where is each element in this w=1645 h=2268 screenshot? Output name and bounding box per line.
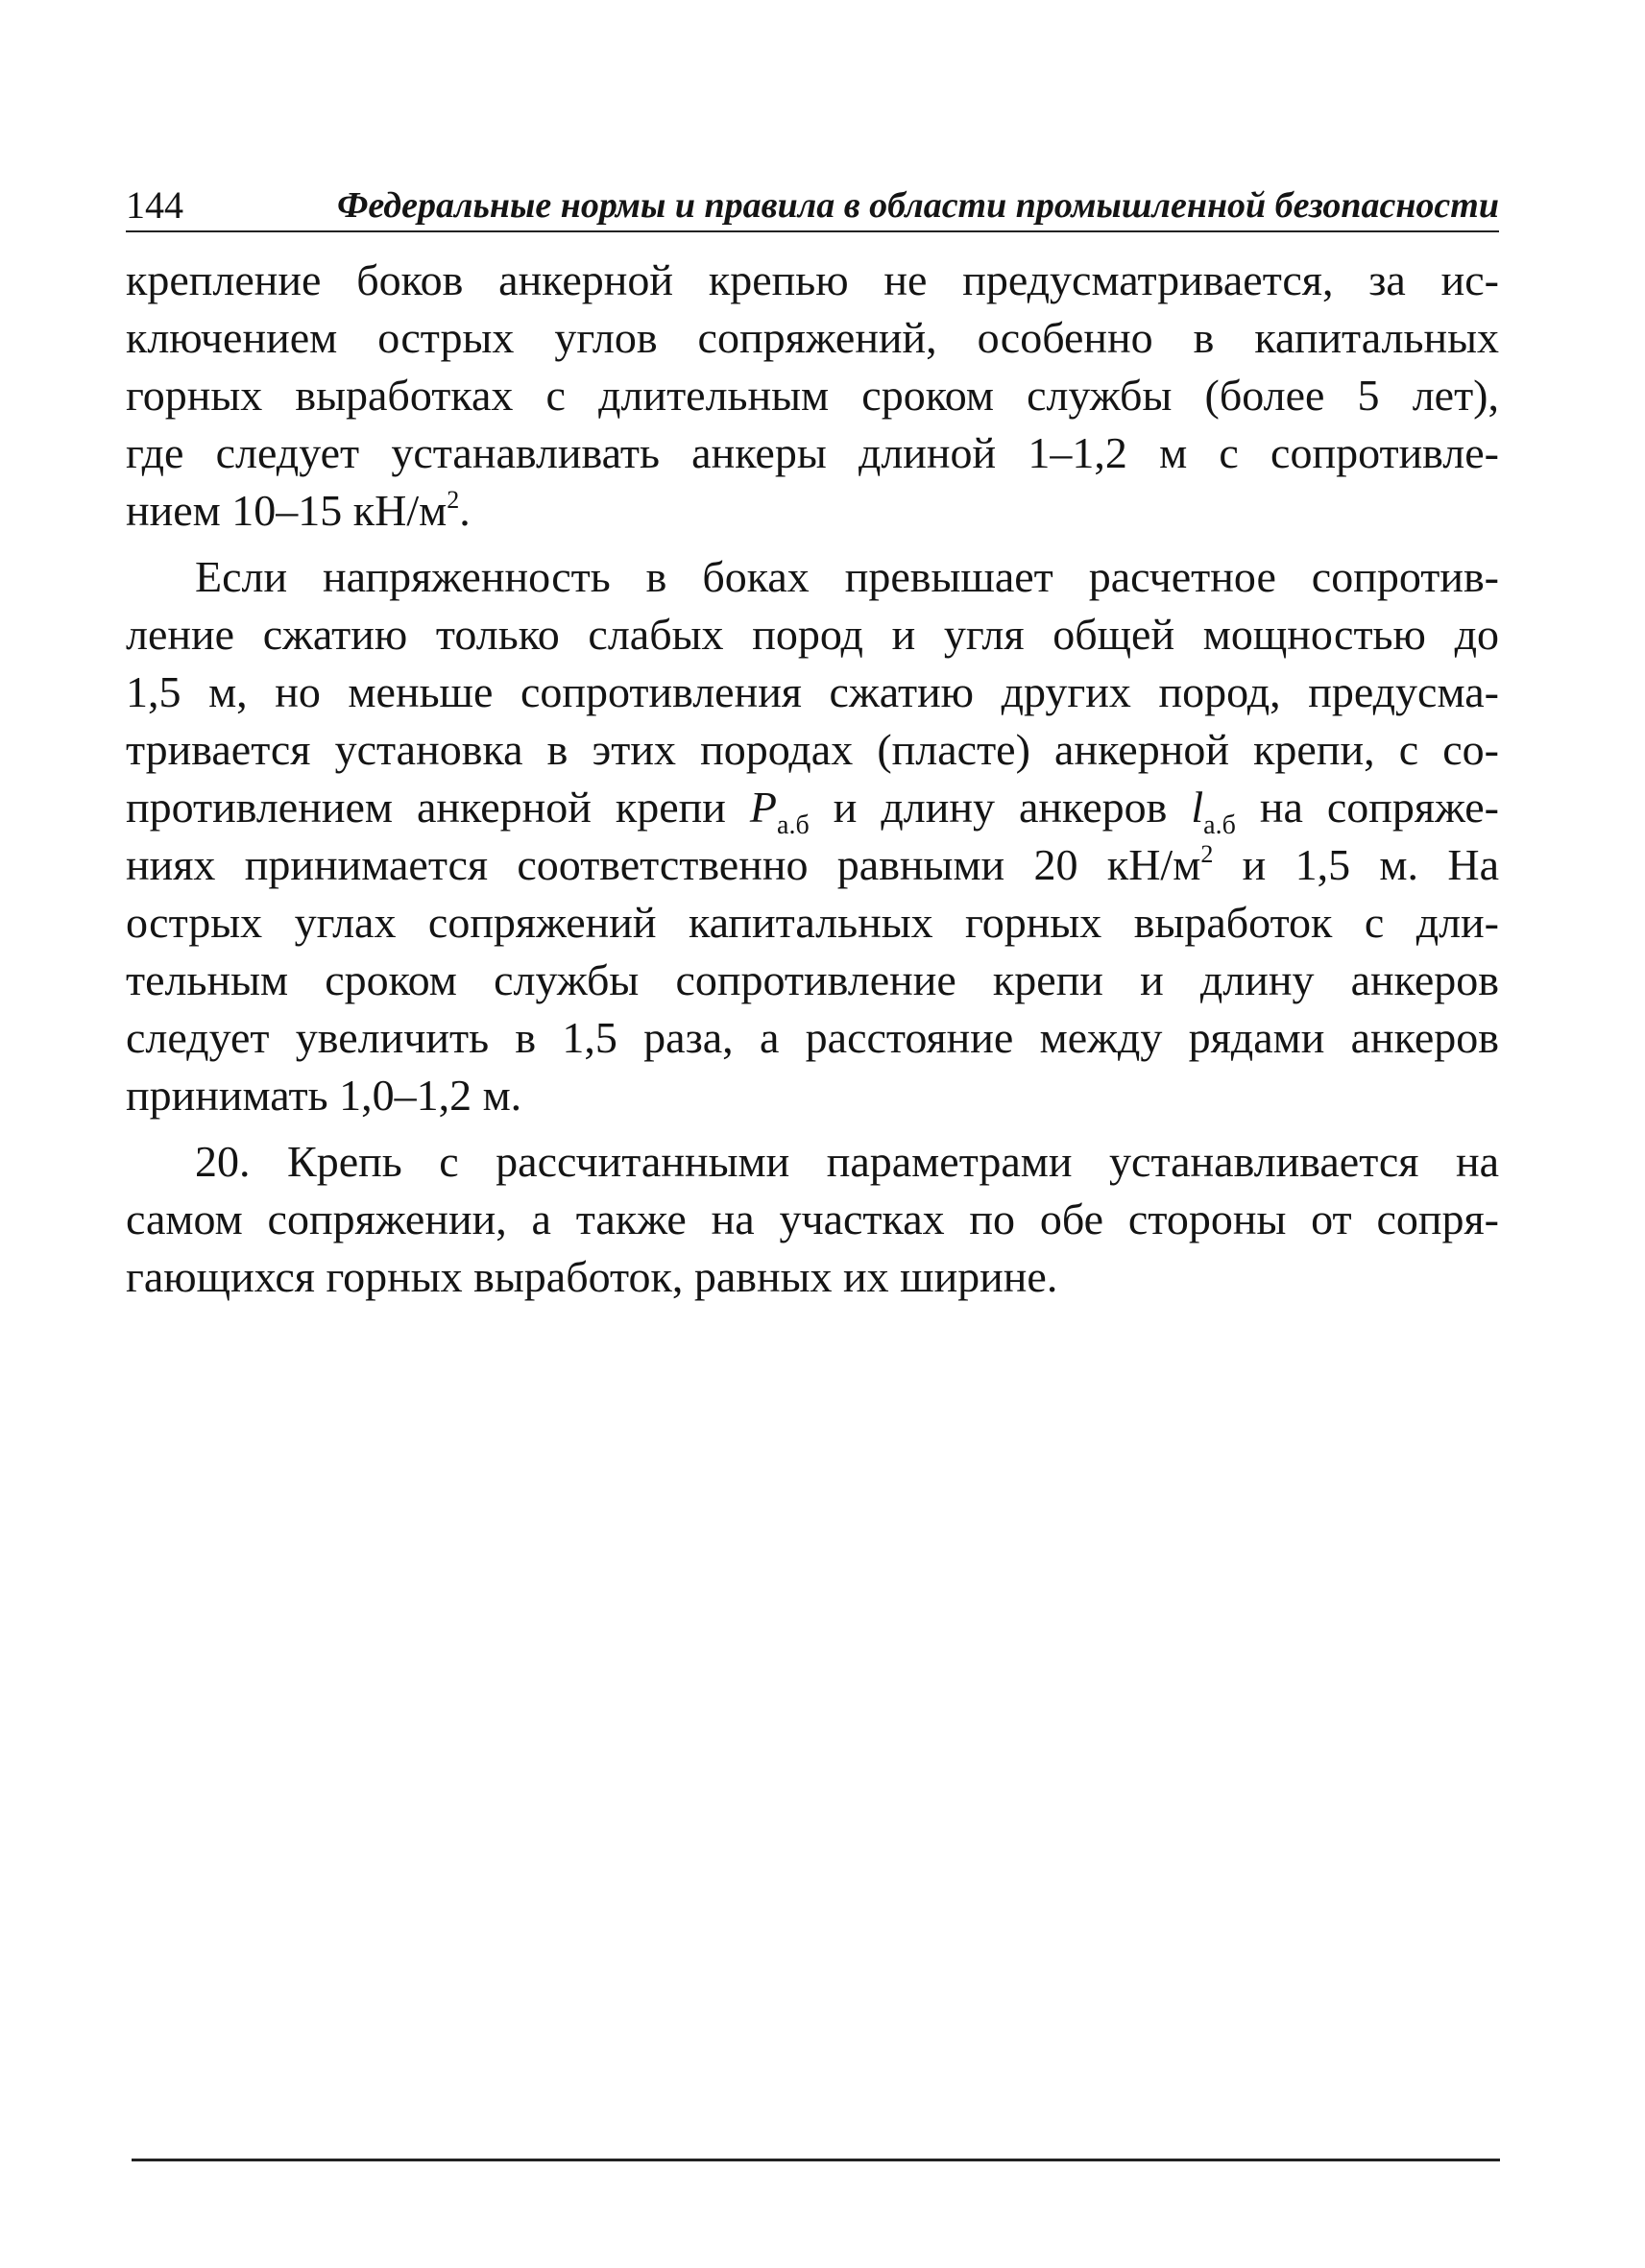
paragraph-3 [126, 1133, 1499, 1306]
text-line: гающихся горных выработок, равных их ширине. [126, 1252, 1058, 1301]
text-line [126, 836, 1499, 894]
text-run: противлением анкерной крепи [126, 783, 750, 832]
footer-rule [132, 2159, 1500, 2161]
text-line: тривается установка в этих породах (пласте) анкерной крепи, с со- [126, 725, 1499, 774]
subscript: а.б [777, 810, 810, 840]
text-run: и длину анкеров [809, 783, 1192, 832]
text-line: принимать 1,0–1,2 м. [126, 1071, 522, 1120]
text-line [126, 779, 1499, 840]
variable-l: l [1191, 783, 1204, 832]
text-line: Если напряженность в боках превышает расчетное сопротив- [195, 552, 1499, 601]
superscript: 2 [447, 486, 460, 514]
text-line: ление сжатию только слабых пород и угля общей мощностью до [126, 610, 1499, 659]
running-head [126, 181, 1499, 232]
text-line: тельным сроком службы сопротивление крепи и длину анкеров [126, 955, 1499, 1004]
text-run: на сопряже- [1235, 783, 1499, 832]
text-line: ключением острых углов сопряжений, особенно в капитальных [126, 313, 1499, 362]
paragraph-1 [126, 252, 1499, 540]
text-line [126, 482, 1499, 540]
text-line: крепление боков анкерной крепью не предусматривается, за ис- [126, 255, 1499, 304]
text-line: самом сопряжении, а также на участках по обе стороны от сопря- [126, 1194, 1499, 1243]
text-line: 20. Крепь с рассчитанными параметрами устанавливается на [195, 1137, 1499, 1186]
text-line: следует увеличить в 1,5 раза, а расстояние между рядами анкеров [126, 1013, 1499, 1062]
text-line: 1,5 м, но меньше сопротивления сжатию других пород, предусма- [126, 667, 1499, 716]
subscript: а.б [1203, 810, 1236, 840]
body-text [126, 252, 1499, 1306]
text-line: горных выработках с длительным сроком службы (более 5 лет), [126, 371, 1499, 420]
text-run: и 1,5 м. На [1213, 840, 1500, 889]
running-head-title: Федеральные нормы и правила в области промышленной безопасности [337, 185, 1499, 226]
text-line: острых углах сопряжений капитальных горных выработок с дли- [126, 898, 1499, 947]
page-number: 144 [126, 183, 183, 227]
paragraph-2 [126, 548, 1499, 1124]
variable-p: P [749, 783, 778, 832]
text-run: нием 10–15 кН/м [126, 486, 448, 535]
text-line: где следует устанавливать анкеры длиной 1–1,2 м с сопротивле- [126, 428, 1499, 477]
text-run: . [459, 486, 471, 535]
text-run: ниях принимается соответственно равными 20 кН/м [126, 840, 1201, 889]
superscript: 2 [1200, 840, 1214, 868]
